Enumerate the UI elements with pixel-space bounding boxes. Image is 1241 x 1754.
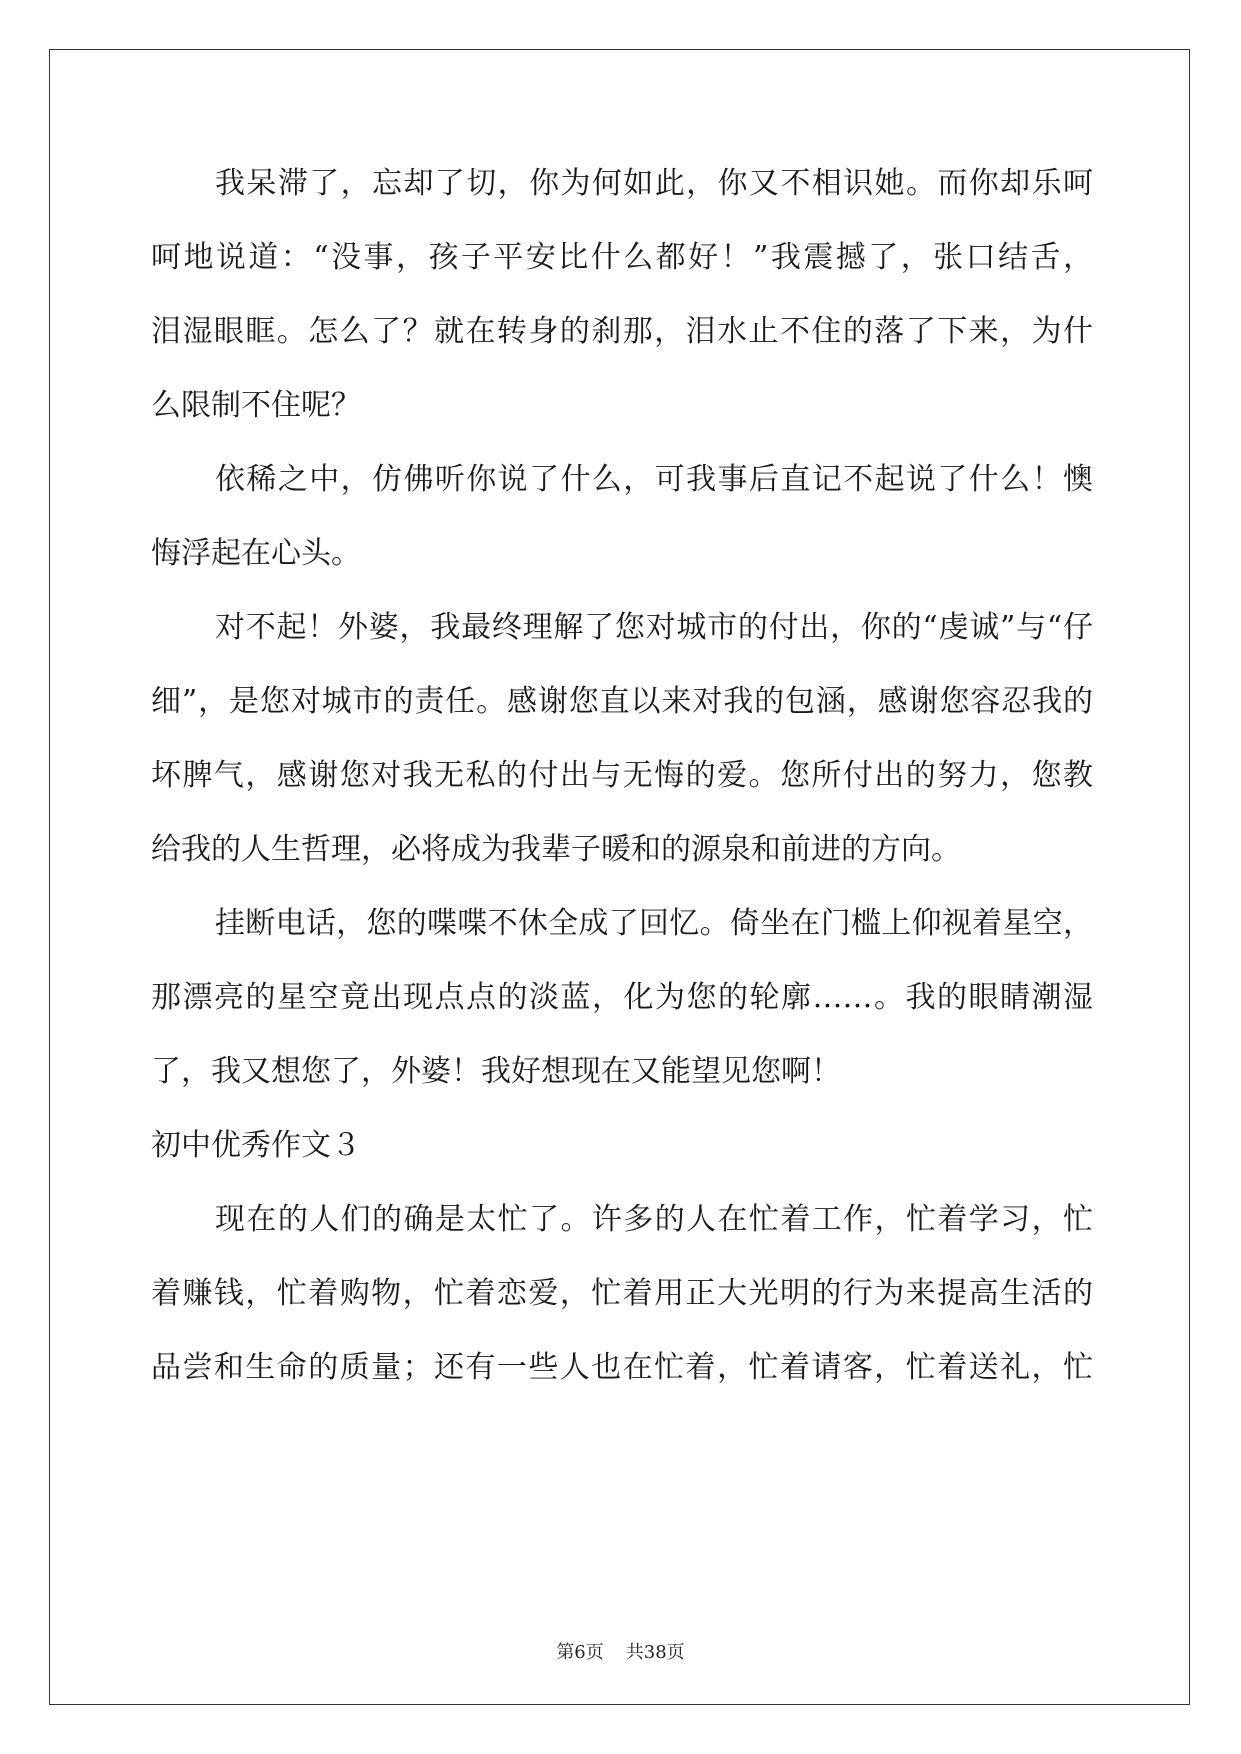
total-pages: 共38页 bbox=[625, 1642, 685, 1663]
paragraph-line: 挂断电话，您的喋喋不休全成了回忆。倚坐在门槛上仰视着星空， bbox=[215, 906, 1093, 941]
page-border bbox=[49, 49, 1190, 1705]
paragraph-line: 品尝和生命的质量；还有一些人也在忙着，忙着请客，忙着送礼，忙 bbox=[151, 1350, 1093, 1385]
paragraph-line: 细”，是您对城市的责任。感谢您直以来对我的包涵，感谢您容忍我的 bbox=[151, 684, 1093, 719]
paragraph-line: 呵地说道：“没事，孩子平安比什么都好！”我震撼了，张口结舌， bbox=[151, 240, 1093, 275]
paragraph-line: 了，我又想您了，外婆！我好想现在又能望见您啊！ bbox=[151, 1054, 841, 1089]
paragraph-line: 依稀之中，仿佛听你说了什么，可我事后直记不起说了什么！懊 bbox=[215, 462, 1093, 497]
paragraph-line: 坏脾气，感谢您对我无私的付出与无悔的爱。您所付出的努力，您教 bbox=[151, 758, 1093, 793]
paragraph-line: 泪湿眼眶。怎么了？就在转身的刹那，泪水止不住的落了下来，为什 bbox=[151, 314, 1093, 349]
paragraph-line: 给我的人生哲理，必将成为我辈子暖和的源泉和前进的方向。 bbox=[151, 832, 961, 867]
paragraph-line: 现在的人们的确是太忙了。许多的人在忙着工作，忙着学习，忙 bbox=[215, 1202, 1093, 1237]
paragraph-line: 那漂亮的星空竟出现点点的淡蓝，化为您的轮廓……。我的眼睛潮湿 bbox=[151, 980, 1093, 1015]
paragraph-line: 悔浮起在心头。 bbox=[151, 536, 361, 571]
page-number: 第6页 bbox=[556, 1642, 604, 1663]
paragraph-line: 着赚钱，忙着购物，忙着恋爱，忙着用正大光明的行为来提高生活的 bbox=[151, 1276, 1093, 1311]
section-heading: 初中优秀作文３ bbox=[151, 1128, 361, 1163]
paragraph-line: 对不起！外婆，我最终理解了您对城市的付出，你的“虔诚”与“仔 bbox=[215, 610, 1093, 645]
paragraph-line: 我呆滞了，忘却了切，你为何如此，你又不相识她。而你却乐呵 bbox=[215, 166, 1093, 201]
paragraph-line: 么限制不住呢？ bbox=[151, 388, 361, 423]
page-footer bbox=[0, 1638, 1241, 1664]
